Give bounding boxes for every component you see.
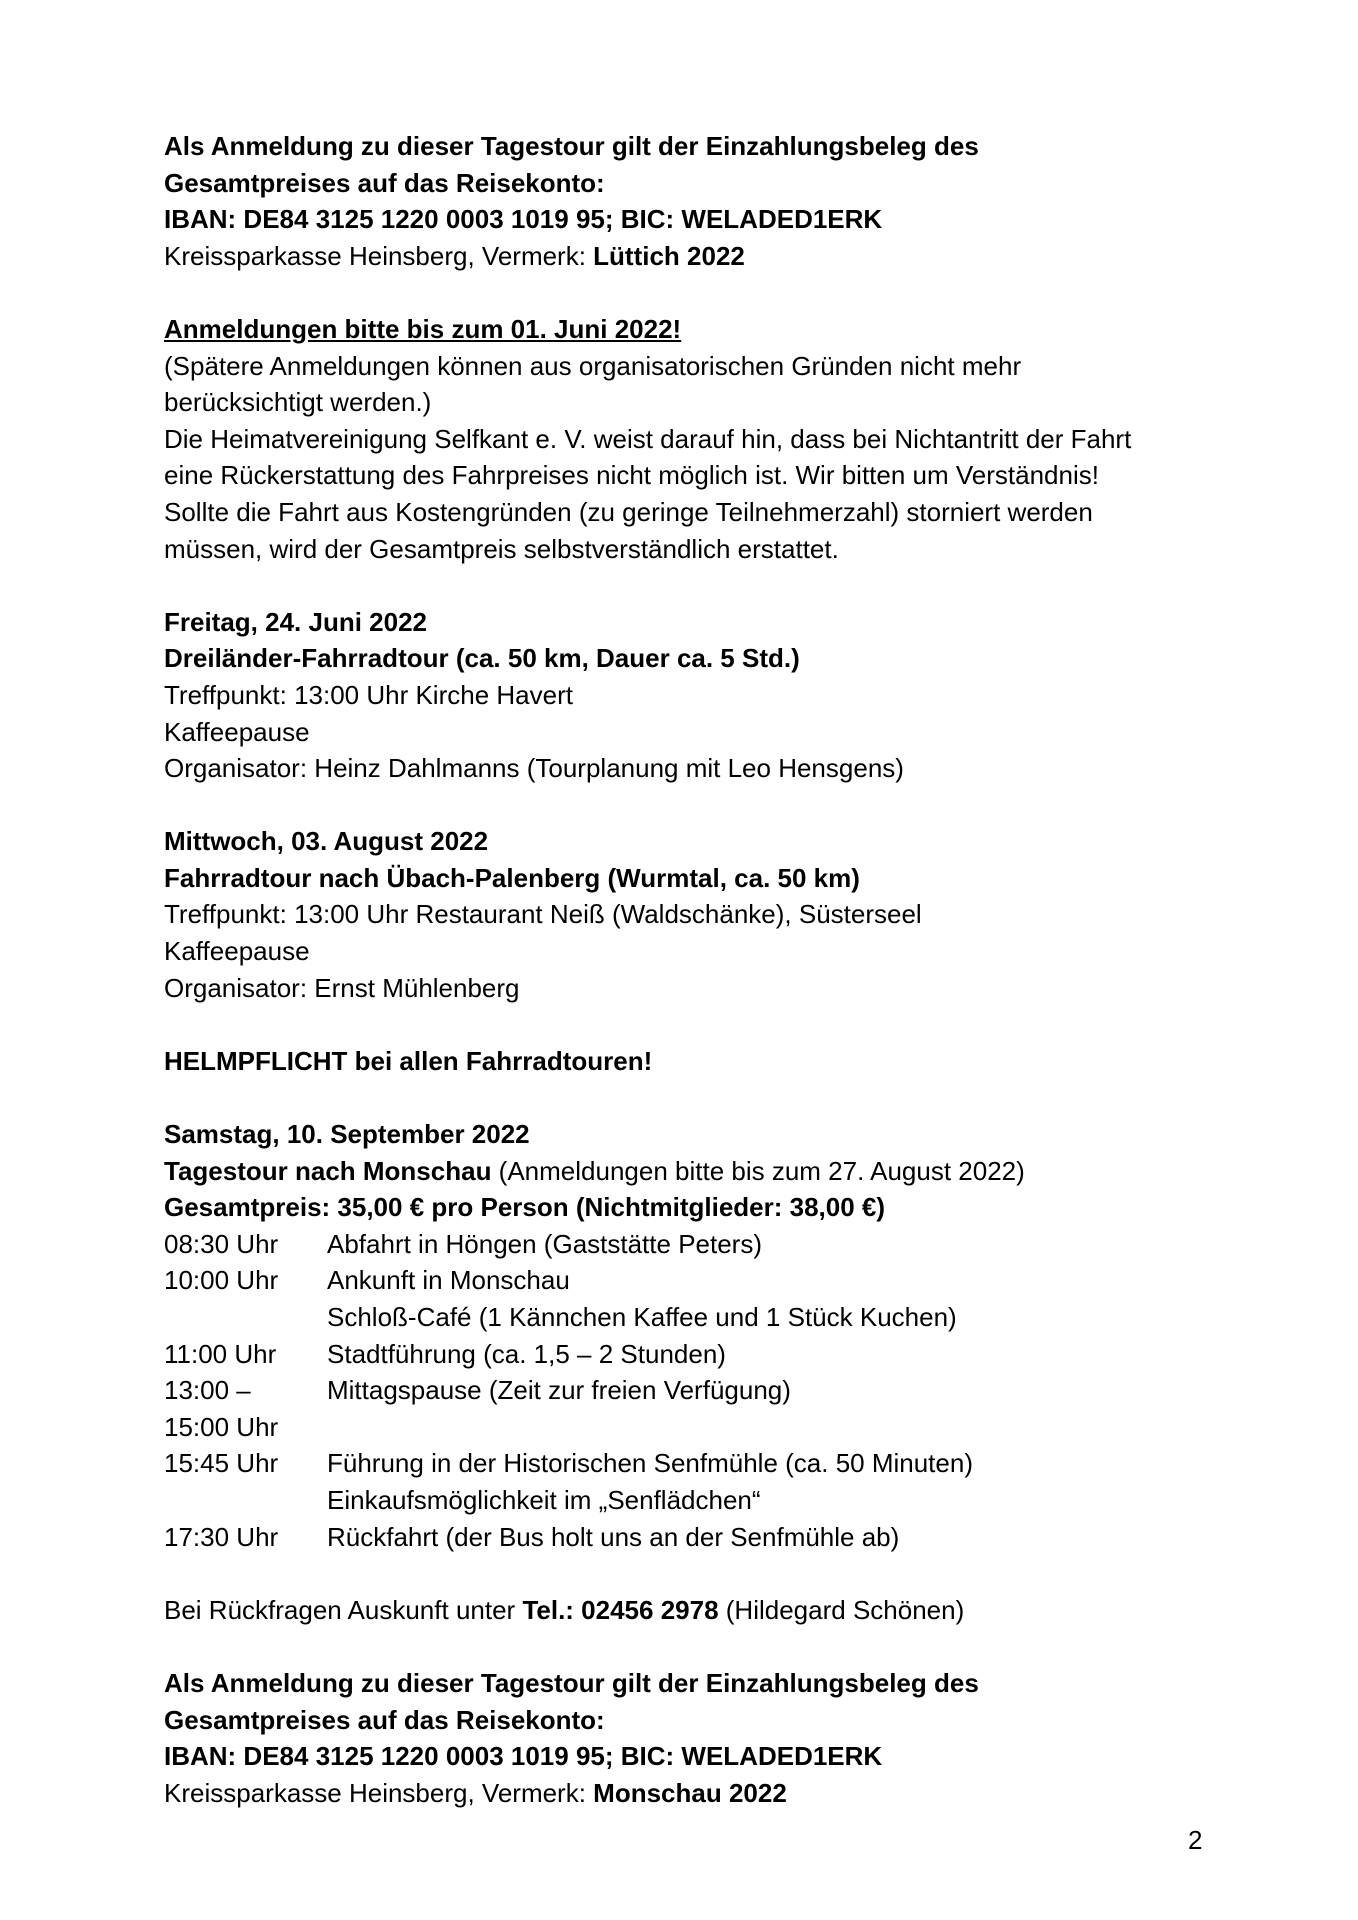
registration-line-1: Als Anmeldung zu dieser Tagestour gilt der Einzahlungsbeleg des (164, 131, 979, 161)
schedule-time: 08:30 Uhr (164, 1228, 279, 1259)
iban-line: IBAN: DE84 3125 1220 0003 1019 95; BIC: WELADED1ERK (164, 204, 883, 235)
iban-line: IBAN: DE84 3125 1220 0003 1019 95; BIC: WELADED1ERK (164, 1741, 883, 1772)
schedule-desc: Stadtführung (ca. 1,5 – 2 Stunden) (327, 1338, 726, 1369)
bank-reference: Monschau 2022 (593, 1777, 787, 1808)
schedule-desc: Schloß-Café (1 Kännchen Kaffee und 1 Stück Kuchen) (327, 1302, 957, 1332)
deadline-text-line: (Spätere Anmeldungen können aus organisatorischen Gründen nicht mehr (164, 350, 1022, 381)
event-organizer: Organisator: Ernst Mühlenberg (164, 972, 520, 1003)
schedule-desc: Abfahrt in Höngen (Gaststätte Peters) (327, 1228, 762, 1259)
bank-line (164, 1775, 1244, 1812)
schedule-time: 10:00 Uhr (164, 1265, 279, 1296)
schedule-desc (327, 1409, 1244, 1446)
schedule-row (164, 1226, 1244, 1263)
schedule-desc: Mittagspause (Zeit zur freien Verfügung) (327, 1375, 791, 1406)
schedule-row (164, 1409, 1244, 1446)
contact-phone: Tel.: 02456 2978 (522, 1594, 719, 1625)
schedule-desc: Einkaufsmöglichkeit im „Senflädchen“ (327, 1484, 761, 1515)
deadline-text-line: eine Rückerstattung des Fahrpreises nicht möglich ist. Wir bitten um Verständnis! (164, 460, 1099, 491)
registration-line-1: Als Anmeldung zu dieser Tagestour gilt der Einzahlungsbeleg des (164, 1667, 979, 1698)
registration-line-2: Gesamtpreises auf das Reisekonto: (164, 167, 605, 198)
event-date: Freitag, 24. Juni 2022 (164, 606, 428, 637)
schedule-time: 11:00 Uhr (164, 1338, 277, 1369)
event-title-note: (Anmeldungen bitte bis zum 27. August 2022) (491, 1155, 1025, 1186)
bank-line (164, 238, 1244, 275)
schedule-time: 15:45 Uhr (164, 1448, 279, 1479)
schedule-time: 13:00 – (164, 1375, 251, 1406)
event-title: Tagestour nach Monschau (164, 1155, 492, 1186)
event-meeting-point: Treffpunkt: 13:00 Uhr Restaurant Neiß (Waldschänke), Süsterseel (164, 899, 922, 930)
document-body (164, 128, 1244, 1811)
schedule-desc: Rückfahrt (der Bus holt uns an der Senfmühle ab) (327, 1521, 900, 1552)
schedule-time (164, 1482, 327, 1519)
deadline-text-line: Die Heimatvereinigung Selfkant e. V. weist darauf hin, dass bei Nichtantritt der Fahrt (164, 423, 1132, 454)
schedule-desc: Ankunft in Monschau (327, 1265, 570, 1296)
bank-reference: Lüttich 2022 (593, 240, 745, 271)
event-organizer: Organisator: Heinz Dahlmanns (Tourplanung mit Leo Hensgens) (164, 753, 904, 784)
contact-line (164, 1592, 1244, 1629)
schedule-time (164, 1299, 327, 1336)
schedule-time: 17:30 Uhr (164, 1521, 279, 1552)
contact-prefix: Bei Rückfragen Auskunft unter (164, 1594, 523, 1625)
registration-line-2: Gesamtpreises auf das Reisekonto: (164, 1704, 605, 1735)
event-break: Kaffeepause (164, 716, 310, 747)
contact-info (164, 1592, 1244, 1629)
schedule-table (164, 1226, 1244, 1555)
schedule-row (164, 1372, 1244, 1409)
event-title: Fahrradtour nach Übach-Palenberg (Wurmtal, ca. 50 km) (164, 862, 860, 893)
event-bike-tour-august (164, 823, 1244, 1006)
deadline-text-line: berücksichtigt werden.) (164, 387, 432, 418)
schedule-row (164, 1299, 1244, 1336)
event-break: Kaffeepause (164, 936, 310, 967)
helmet-notice: HELMPFLICHT bei allen Fahrradtouren! (164, 1045, 653, 1076)
schedule-row (164, 1482, 1244, 1519)
event-date: Mittwoch, 03. August 2022 (164, 826, 489, 857)
registration-info-liege (164, 128, 1244, 274)
registration-info-monschau (164, 1665, 1244, 1811)
event-title-line (164, 1153, 1244, 1190)
deadline-text-line: Sollte die Fahrt aus Kostengründen (zu geringe Teilnehmerzahl) storniert werden (164, 496, 1093, 527)
contact-name: (Hildegard Schönen) (718, 1594, 965, 1625)
event-title: Dreiländer-Fahrradtour (ca. 50 km, Dauer ca. 5 Std.) (164, 643, 800, 674)
event-meeting-point: Treffpunkt: 13:00 Uhr Kirche Havert (164, 679, 573, 710)
event-bike-tour-june (164, 604, 1244, 787)
helmet-notice-block (164, 1043, 1244, 1080)
deadline-text-line: müssen, wird der Gesamtpreis selbstverständlich erstattet. (164, 533, 839, 564)
schedule-row (164, 1262, 1244, 1299)
bank-prefix: Kreissparkasse Heinsberg, Vermerk: (164, 240, 594, 271)
deadline-section (164, 311, 1244, 567)
schedule-time: 15:00 Uhr (164, 1411, 279, 1442)
bank-prefix: Kreissparkasse Heinsberg, Vermerk: (164, 1777, 594, 1808)
deadline-heading: Anmeldungen bitte bis zum 01. Juni 2022! (164, 313, 682, 344)
event-price: Gesamtpreis: 35,00 € pro Person (Nichtmitglieder: 38,00 €) (164, 1192, 886, 1223)
schedule-row (164, 1445, 1244, 1482)
schedule-row (164, 1519, 1244, 1556)
event-day-trip-monschau (164, 1116, 1244, 1555)
event-date: Samstag, 10. September 2022 (164, 1119, 530, 1150)
page-number: 2 (1188, 1825, 1203, 1855)
schedule-desc: Führung in der Historischen Senfmühle (ca. 50 Minuten) (327, 1448, 973, 1479)
schedule-row (164, 1336, 1244, 1373)
